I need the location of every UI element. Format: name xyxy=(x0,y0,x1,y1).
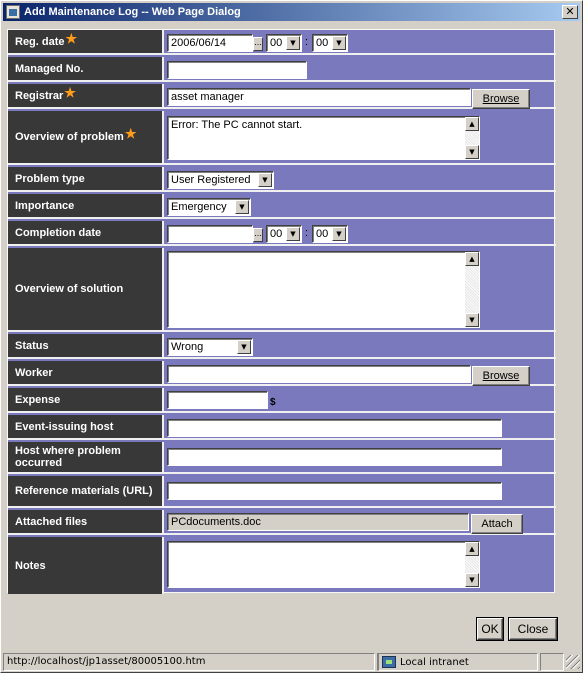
reg-date-hour-select[interactable]: 00 ▼ xyxy=(266,34,302,52)
chevron-down-icon: ▼ xyxy=(332,36,346,50)
row-status xyxy=(8,334,556,359)
row-expense xyxy=(8,388,556,413)
attached-files-label: Attached files xyxy=(8,510,164,533)
chevron-down-icon: ▼ xyxy=(286,227,300,241)
window-title: Add Maintenance Log -- Web Page Dialog xyxy=(24,6,241,18)
registrar-input[interactable]: asset manager xyxy=(167,88,471,106)
notes-textarea[interactable] xyxy=(167,541,480,588)
importance-select[interactable]: Emergency ▼ xyxy=(167,198,251,216)
row-registrar xyxy=(8,84,556,109)
reg-date-minute-select[interactable]: 00 ▼ xyxy=(312,34,348,52)
row-event-host xyxy=(8,415,556,440)
scroll-down-icon[interactable]: ▼ xyxy=(465,313,479,327)
ie-page-icon xyxy=(6,5,20,19)
close-button[interactable]: Close xyxy=(509,618,557,640)
worker-label: Worker xyxy=(8,361,164,384)
currency-unit: $ xyxy=(270,397,276,408)
row-managed-no xyxy=(8,57,556,82)
notes-label: Notes xyxy=(8,537,164,594)
row-problem-type xyxy=(8,167,556,192)
registrar-browse-button[interactable]: Browse xyxy=(472,89,530,109)
required-star-icon: ★ xyxy=(65,30,78,46)
completion-minute-select[interactable]: 00 ▼ xyxy=(312,225,348,243)
problem-type-label: Problem type xyxy=(8,167,164,190)
chevron-down-icon: ▼ xyxy=(332,227,346,241)
event-host-input[interactable] xyxy=(167,419,502,437)
completion-date-label: Completion date xyxy=(8,221,164,244)
status-select[interactable]: Wrong ▼ xyxy=(167,338,253,356)
security-zone xyxy=(378,653,538,671)
row-completion-date: Completion date ... 00 ▼ : 00 ▼ xyxy=(8,221,556,246)
expense-label: Expense xyxy=(8,388,164,411)
title-bar[interactable] xyxy=(3,3,580,21)
chevron-down-icon: ▼ xyxy=(286,36,300,50)
completion-date-input[interactable] xyxy=(167,225,253,243)
registrar-label: Registrar xyxy=(15,89,64,102)
scrollbar[interactable] xyxy=(465,542,479,587)
row-overview-problem xyxy=(8,111,556,165)
chevron-down-icon: ▼ xyxy=(237,340,251,354)
attach-button[interactable]: Attach xyxy=(471,514,523,534)
problem-host-label: Host where problem occurred xyxy=(8,442,164,472)
worker-browse-button[interactable]: Browse xyxy=(472,366,530,386)
required-star-icon: ★ xyxy=(64,84,76,100)
zone-label: Local intranet xyxy=(400,656,469,668)
problem-type-select[interactable]: User Registered ▼ xyxy=(167,171,274,189)
attached-file-input[interactable]: PCdocuments.doc xyxy=(167,513,469,531)
status-label: Status xyxy=(8,334,164,357)
row-reference xyxy=(8,476,556,508)
ok-button[interactable]: OK xyxy=(477,618,503,640)
status-bar xyxy=(3,653,580,671)
chevron-down-icon: ▼ xyxy=(235,200,249,214)
reference-label: Reference materials (URL) xyxy=(8,476,164,506)
scroll-down-icon[interactable]: ▼ xyxy=(465,145,479,159)
status-url: http://localhost/jp1asset/80005100.htm xyxy=(3,653,375,671)
maintenance-log-form xyxy=(7,29,555,593)
local-intranet-icon xyxy=(382,656,396,668)
scroll-up-icon[interactable]: ▲ xyxy=(465,542,479,556)
overview-solution-label: Overview of solution xyxy=(8,248,164,330)
completion-hour-select[interactable]: 00 ▼ xyxy=(266,225,302,243)
row-importance xyxy=(8,194,556,219)
chevron-down-icon: ▼ xyxy=(258,173,272,187)
reg-date-input[interactable]: 2006/06/14 xyxy=(167,34,253,52)
scroll-up-icon[interactable]: ▲ xyxy=(465,117,479,131)
scroll-down-icon[interactable]: ▼ xyxy=(465,573,479,587)
row-overview-solution xyxy=(8,248,556,332)
problem-host-input[interactable] xyxy=(167,448,502,466)
reg-date-label: Reg. date xyxy=(15,35,65,48)
row-problem-host xyxy=(8,442,556,474)
managed-no-label: Managed No. xyxy=(8,57,164,80)
scrollbar[interactable] xyxy=(465,252,479,327)
row-attached-files xyxy=(8,510,556,535)
event-host-label: Event-issuing host xyxy=(8,415,164,438)
row-reg-date: Reg. date ★ 2006/06/14 ... 00 ▼ : 00 ▼ xyxy=(8,30,556,55)
overview-problem-textarea[interactable]: Error: The PC cannot start. ▲ ▼ xyxy=(167,116,480,160)
reference-url-input[interactable] xyxy=(167,482,502,500)
completion-date-calendar-button[interactable]: ... xyxy=(253,228,263,242)
worker-input[interactable] xyxy=(167,365,471,383)
expense-input[interactable] xyxy=(167,391,268,409)
resize-grip-icon[interactable] xyxy=(566,655,580,669)
required-star-icon: ★ xyxy=(124,126,137,141)
close-window-button[interactable]: ✕ xyxy=(562,5,578,19)
overview-solution-textarea[interactable] xyxy=(167,251,480,328)
row-notes xyxy=(8,537,556,594)
importance-label: Importance xyxy=(8,194,164,217)
managed-no-input[interactable] xyxy=(167,61,307,79)
overview-problem-label: Overview of problem xyxy=(15,131,124,143)
reg-date-calendar-button[interactable]: ... xyxy=(253,37,263,51)
scroll-up-icon[interactable]: ▲ xyxy=(465,252,479,266)
scrollbar[interactable] xyxy=(465,117,479,159)
row-worker xyxy=(8,361,556,386)
